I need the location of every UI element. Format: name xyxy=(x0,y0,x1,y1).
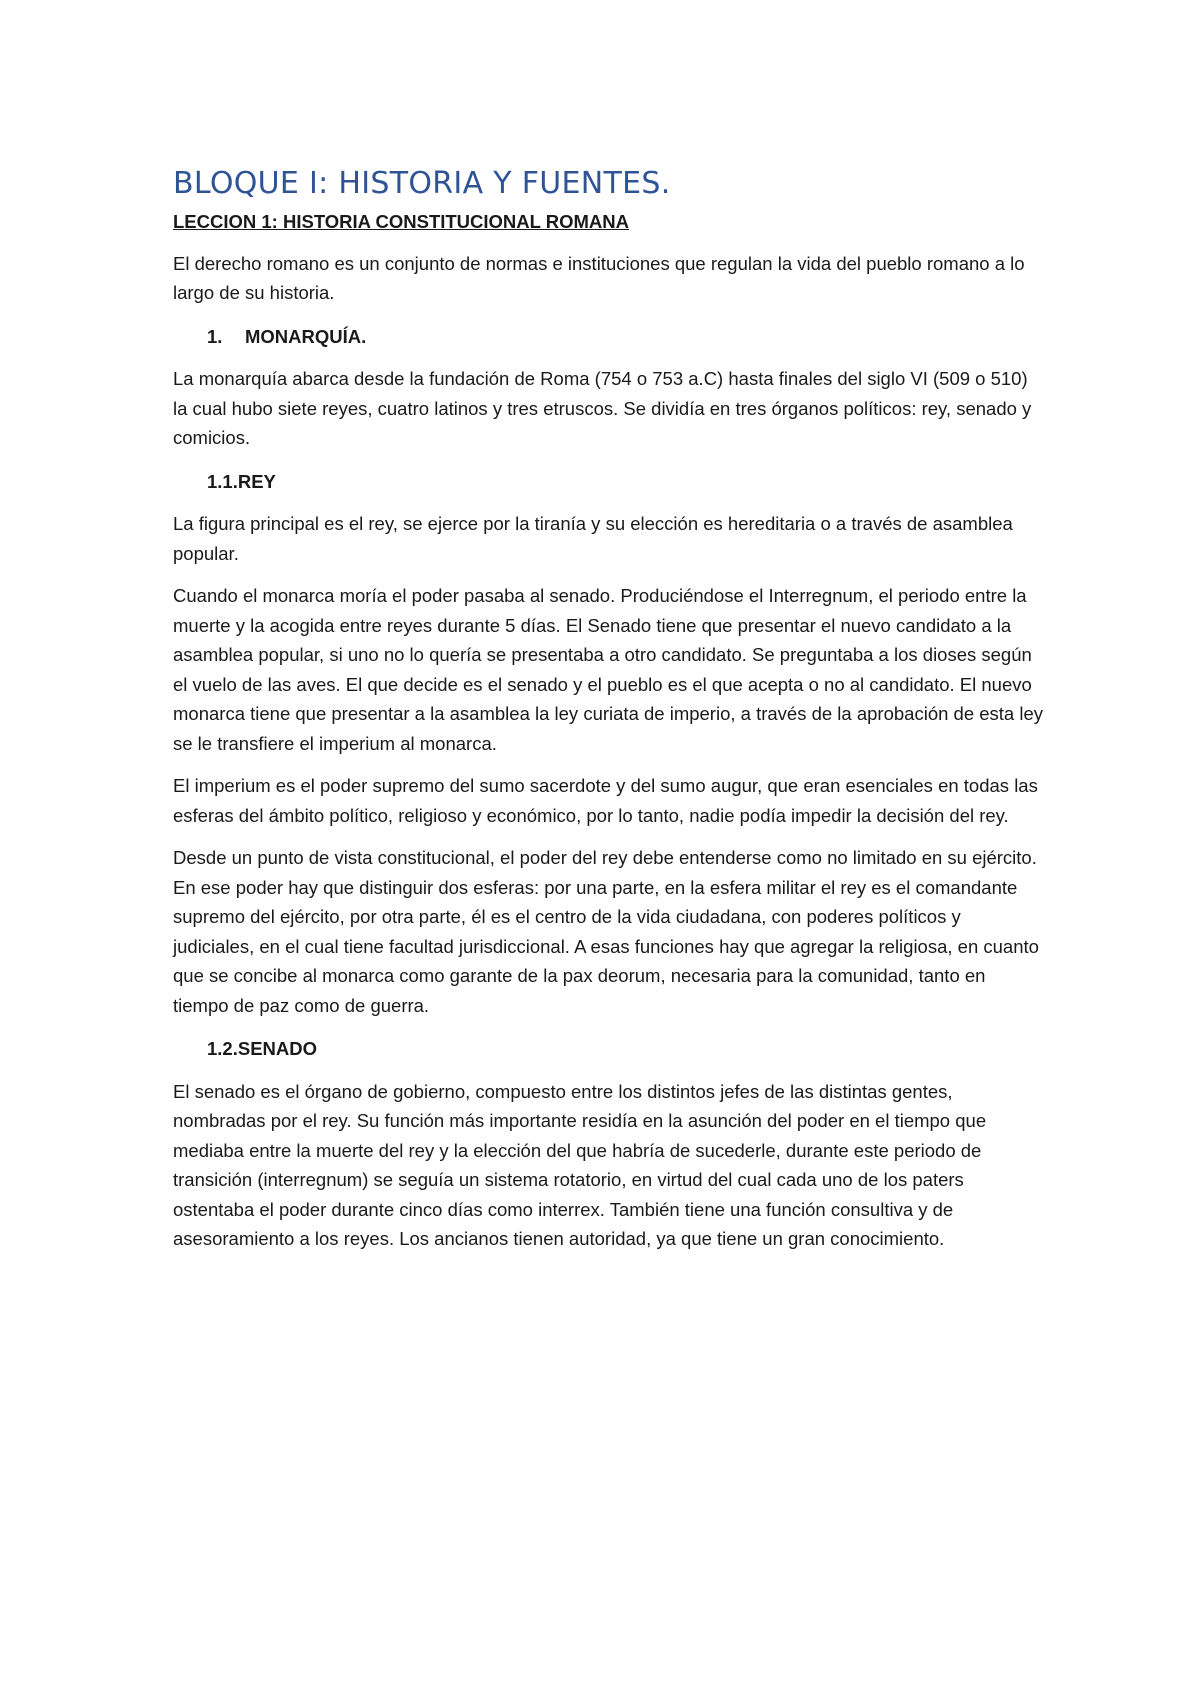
rey-paragraph-2: Cuando el monarca moría el poder pasaba al senado. Produciéndose el Interregnum, el periodo entre la muerte y la acogida entre reyes durante 5 días. El Senado tiene que presentar el nuevo candidato a la asamblea popular, si uno no lo quería se presentaba a otro candidato. Se preguntaba a los dioses según el vuelo de las aves. El que decide es el senado y el pueblo es el que acepta o no al candidato. El nuevo monarca tiene que presentar a la asamblea la ley curiata de imperio, a través de la aprobación de esta ley se le transfiere el imperium al monarca. xyxy=(173,585,1044,754)
section-heading-monarquia xyxy=(207,322,1043,352)
document-content xyxy=(173,166,1043,1254)
document-title: BLOQUE I: HISTORIA Y FUENTES. xyxy=(173,166,671,201)
monarquia-paragraph: La monarquía abarca desde la fundación de Roma (754 o 753 a.C) hasta finales del siglo VI (509 o 510) la cual hubo siete reyes, cuatro latinos y tres etruscos. Se dividía en tres órganos políticos: rey, senado y comicios. xyxy=(173,368,1032,449)
subsection-heading-senado: 1.2.SENADO xyxy=(207,1038,318,1060)
rey-paragraph-1: La figura principal es el rey, se ejerce por la tiranía y su elección es hereditaria o a través de asamblea popular. xyxy=(173,513,1013,564)
subsection-heading-rey: 1.1.REY xyxy=(207,470,276,492)
section-number: 1. xyxy=(207,325,223,347)
lesson-heading: LECCION 1: HISTORIA CONSTITUCIONAL ROMANA xyxy=(173,211,629,232)
rey-paragraph-4: Desde un punto de vista constitucional, el poder del rey debe entenderse como no limitado en su ejército. En ese poder hay que distinguir dos esferas: por una parte, en la esfera militar el rey es el comandante supremo del ejército, por otra parte, él es el centro de la vida ciudadana, con poderes políticos y judiciales, en el cual tiene facultad jurisdiccional. A esas funciones hay que agregar la religiosa, en cuanto que se concibe al monarca como garante de la pax deorum, necesaria para la comunidad, tanto en tiempo de paz como de guerra. xyxy=(173,847,1039,1016)
intro-paragraph: El derecho romano es un conjunto de normas e instituciones que regulan la vida del pueblo romano a lo largo de su historia. xyxy=(173,252,1025,304)
section-title: MONARQUÍA. xyxy=(245,325,367,347)
rey-paragraph-3: El imperium es el poder supremo del sumo sacerdote y del sumo augur, que eran esenciales en todas las esferas del ámbito político, religioso y económico, por lo tanto, nadie podía impedir la decisión del rey. xyxy=(173,775,1038,826)
senado-paragraph: El senado es el órgano de gobierno, compuesto entre los distintos jefes de las distintas gentes, nombradas por el rey. Su función más importante residía en la asunción del poder en el tiempo que mediaba entre la muerte del rey y la elección del que habría de sucederle, durante este periodo de transición (interregnum) se seguía un sistema rotatorio, en virtud del cual cada uno de los paters ostentaba el poder durante cinco días como interrex. También tiene una función consultiva y de asesoramiento a los reyes. Los ancianos tienen autoridad, ya que tiene un gran conocimiento. xyxy=(173,1080,987,1250)
